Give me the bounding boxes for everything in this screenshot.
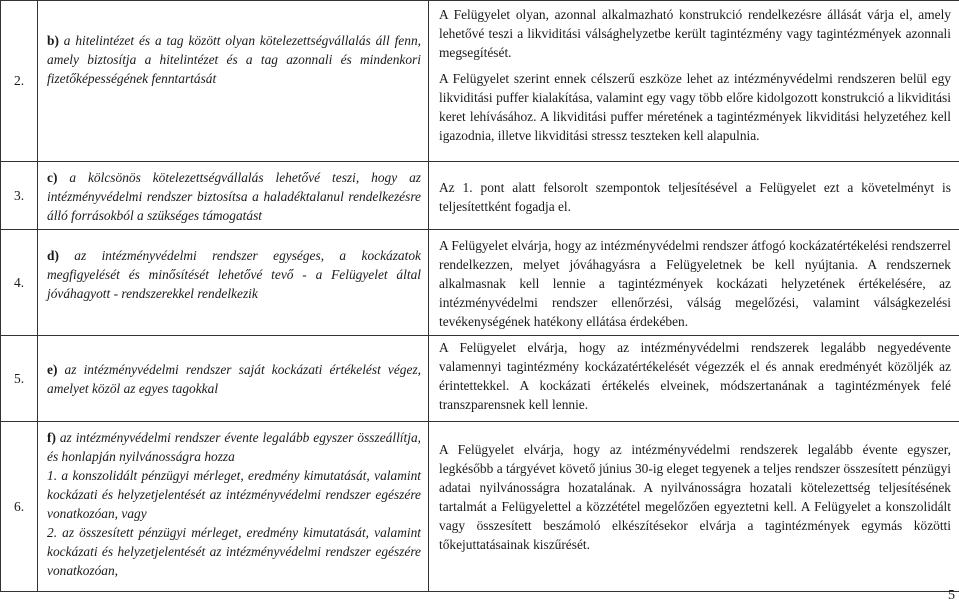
table-row	[1, 336, 959, 422]
supervisory-expectation: A Felügyelet elvárja, hogy az intézményvédelmi rendszerek legalább évente egyszer, legkésőbb a tárgyévet követő június 30-ig eleget tegyenek a teljes rendszer összesített pénzügyi adatai nyilvánosságra hozatalának. A nyilvánosságra hozatali kötelezettség teljesítésének tartalmát a Felügyelettel a közzététel megelőzően egyeztetni kell. A Felügyelet a konszolidált vagy összesített beszámoló elkészítésekor elvárja a tagintézmények egymás közötti tőkejuttatásainak kiszűrését.	[439, 442, 951, 552]
supervisory-expectation: A Felügyelet elvárja, hogy az intézményvédelmi rendszerek legalább negyedévente valamennyi tagintézmény kockázatértékelését végezzék el és annak eredményét közöljék az érintettekkel. A kockázati értékelés elveinek, módszertanának a tagintézmények felé transzparensnek kell lennie.	[439, 340, 951, 412]
table-row	[1, 162, 959, 230]
row-number: 4.	[1, 230, 38, 336]
row-number: 5.	[1, 336, 38, 422]
page-number: 5	[948, 588, 955, 603]
supervisory-expectation: A Felügyelet elvárja, hogy az intézményvédelmi rendszer átfogó kockázatértékelési rendszerrel rendelkezzen, melyet jóváhagyásra a Felügyeletnek be kell nyújtania. A rendszernek alkalmasnak kell lennie a tagintézmények kockázati helyzetének értékelésére, az intézményvédelmi rendszer ellenőrzési, válság megelőzési, valamint válságkezelési tevékenységének hatékony ellátása érdekében.	[439, 238, 951, 329]
row-number: 6.	[1, 422, 38, 592]
supervisory-expectation: A Felügyelet olyan, azonnal alkalmazható konstrukció rendelkezésre állását várja el, amely lehetővé teszi a likviditási válsághelyzetbe került tagintézmény vagy tagintézmények azonnali megsegítését. A Felügyelet szerint ennek célszerű eszköze lehet az intézményvédelmi rendszeren belül egy likviditási puffer kialakítása, valamint egy vagy több előre kidolgozott konstrukció a likviditási keret lehívásához. A likviditási puffer méretének a tagintézmények likviditási helyzetéhez kell igazodnia, illetve likviditási stressz teszteken kell alapulnia.	[439, 7, 951, 143]
row-number: 2.	[1, 1, 38, 162]
table-row	[1, 422, 959, 592]
table-row	[1, 1, 959, 162]
table-row	[1, 230, 959, 336]
supervisory-expectation: Az 1. pont alatt felsorolt szempontok teljesítésével a Felügyelet ezt a követelményt is teljesítettként fogadja el.	[439, 180, 951, 214]
requirement-text: b) a hitelintézet és a tag között olyan kötelezettségvállalás áll fenn, amely biztosítja a hitelintézet és a tag azonnali és mindenkori fizetőképességének fenntartását	[47, 33, 421, 86]
requirement-text: d) az intézményvédelmi rendszer egységes, a kockázatok megfigyelését és minősítését lehetővé tevő - a Felügyelet által jóváhagyott - rendszerekkel rendelkezik	[47, 248, 421, 301]
requirement-text: f) az intézményvédelmi rendszer évente legalább egyszer összeállítja, és honlapján nyilvánosságra hozza 1. a konszolidált pénzügyi mérleget, eredmény kimutatását, valamint kockázati és helyzetjelentését az intézményvédelmi rendszer egészére vonatkozóan, vagy 2. az összesített pénzügyi mérleget, eredmény kimutatását, valamint kockázati és helyzetjelentését az intézményvédelmi rendszer egészére vonatkozóan,	[47, 430, 421, 578]
row-number: 3.	[1, 162, 38, 230]
requirement-text: c) a kölcsönös kötelezettségvállalás lehetővé teszi, hogy az intézményvédelmi rendszer biztosítsa a haladéktalanul rendelkezésre álló forrásokból a szükséges támogatást	[47, 170, 421, 223]
requirement-text: e) az intézményvédelmi rendszer saját kockázati értékelést végez, amelyet közöl az egyes tagokkal	[47, 362, 421, 396]
